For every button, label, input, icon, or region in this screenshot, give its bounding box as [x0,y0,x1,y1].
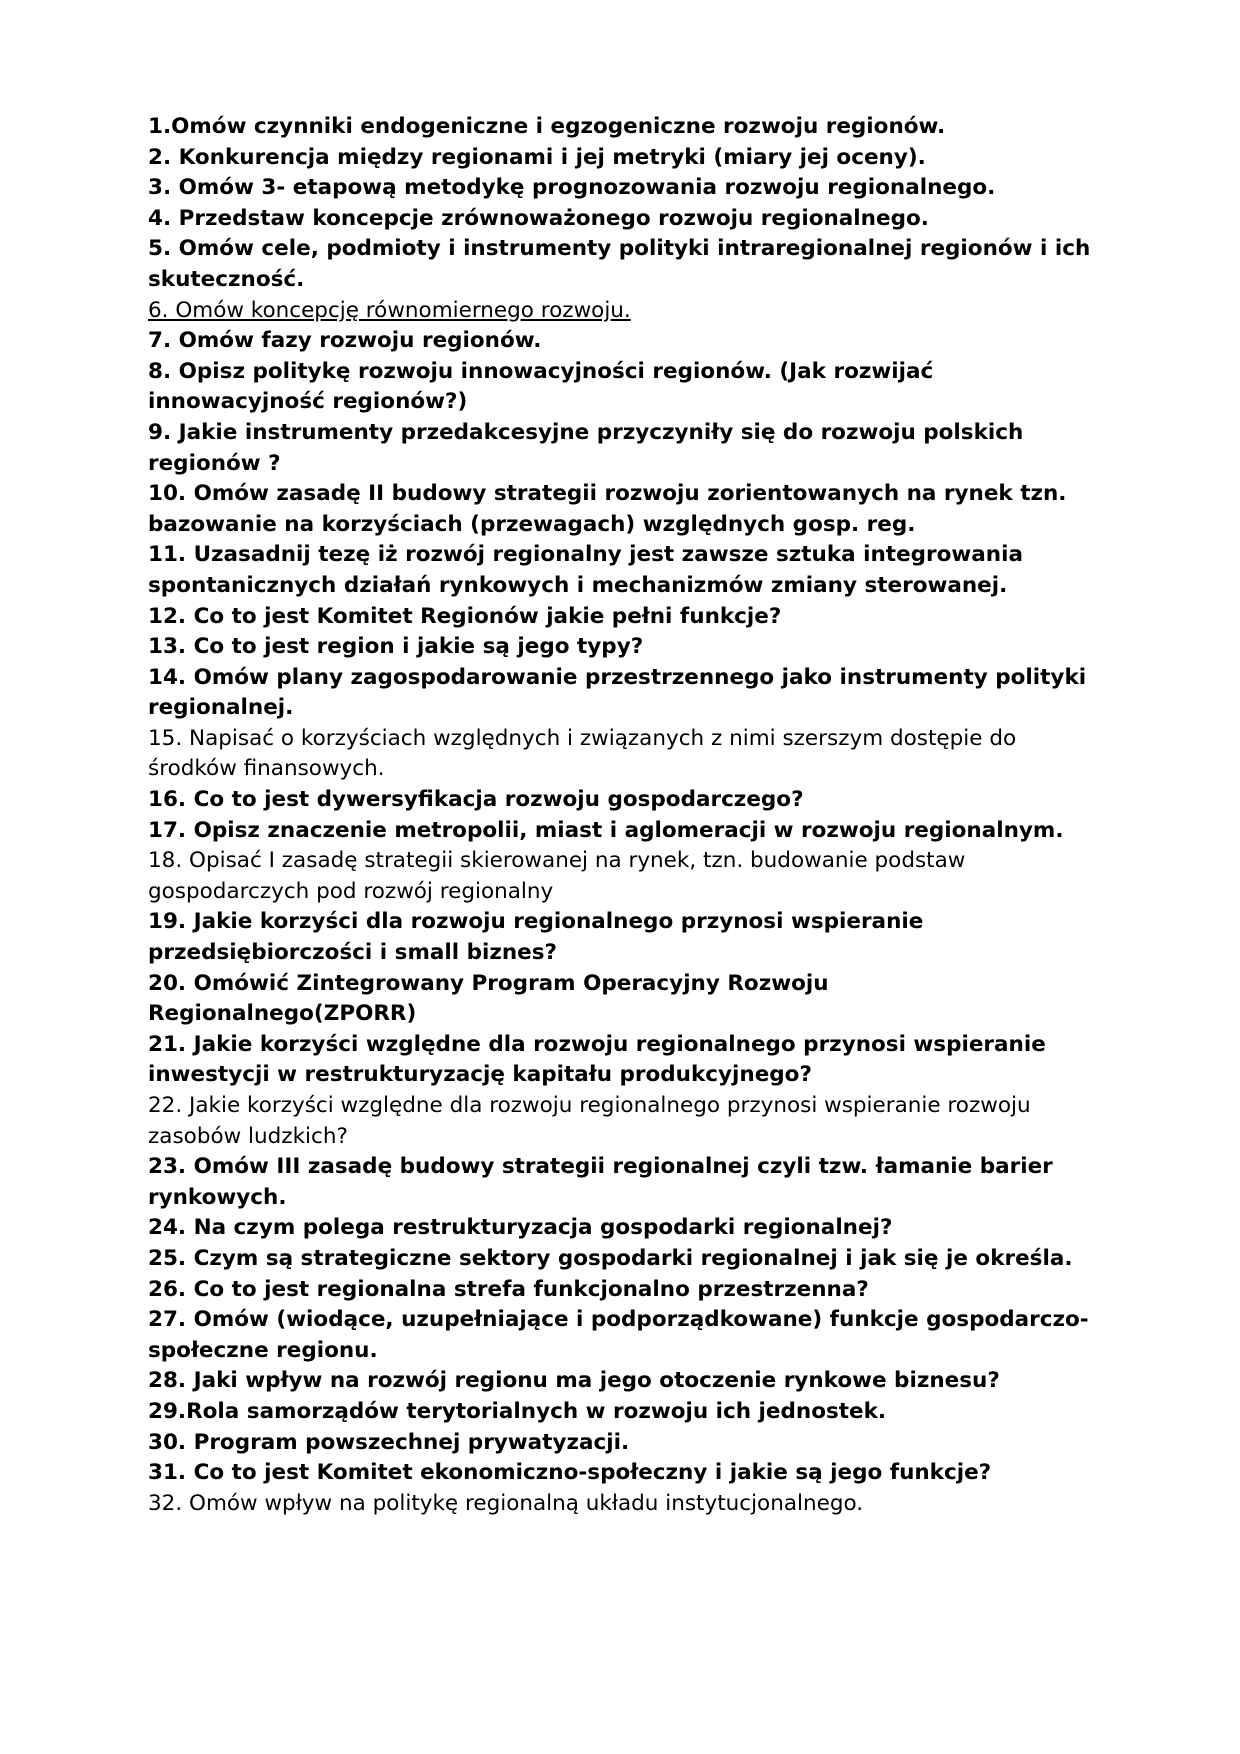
question-item: 7. Omów fazy rozwoju regionów. [148,328,542,354]
question-item: 4. Przedstaw koncepcje zrównoważonego rozwoju regionalnego. [148,205,929,231]
question-item: 14. Omów plany zagospodarowanie przestrzennego jako instrumenty polityki regionalnej. [148,664,1087,721]
question-item: 26. Co to jest regionalna strefa funkcjonalno przestrzenna? [148,1276,869,1302]
question-item: 15. Napisać o korzyściach względnych i związanych z nimi szerszym dostępie do środków finansowych. [148,725,1017,782]
question-item: 8. Opisz politykę rozwoju innowacyjności regionów. (Jak rozwijać innowacyjność regionów?) [148,358,934,415]
question-item: 32. Omów wpływ na politykę regionalną układu instytucjonalnego. [148,1490,864,1516]
question-item: 29.Rola samorządów terytorialnych w rozwoju ich jednostek. [148,1398,887,1424]
question-item: 30. Program powszechnej prywatyzacji. [148,1429,630,1455]
question-item: 18. Opisać I zasadę strategii skierowanej na rynek, tzn. budowanie podstaw gospodarczych pod rozwój regionalny [148,848,966,904]
question-item: 31. Co to jest Komitet ekonomiczno-społeczny i jakie są jego funkcje? [148,1460,992,1486]
question-item: 9. Jakie instrumenty przedakcesyjne przyczyniły się do rozwoju polskich regionów ? [148,419,1024,476]
question-item: 10. Omów zasadę II budowy strategii rozwoju zorientowanych na rynek tzn. bazowanie na korzyściach (przewagach) względnych gosp. reg. [148,481,1067,537]
question-item: 17. Opisz znaczenie metropolii, miast i aglomeracji w rozwoju regionalnym. [148,817,1064,843]
question-item: 16. Co to jest dywersyfikacja rozwoju gospodarczego? [148,787,804,813]
question-item: 11. Uzasadnij tezę iż rozwój regionalny jest zawsze sztuka integrowania spontanicznych działań rynkowych i mechanizmów zmiany sterowanej. [148,542,1023,598]
question-item: 20. Omówić Zintegrowany Program Operacyjny Rozwoju Regionalnego(ZPORR) [148,970,829,1027]
question-item: 1.Omów czynniki endogeniczne i egzogeniczne rozwoju regionów. [148,114,946,139]
question-item: 22. Jakie korzyści względne dla rozwoju regionalnego przynosi wspieranie rozwoju zasobów ludzkich? [148,1093,1031,1149]
question-item: 3. Omów 3- etapową metodykę prognozowania rozwoju regionalnego. [148,175,996,201]
question-list [148,112,1094,1519]
question-item: 24. Na czym polega restrukturyzacja gospodarki regionalnej? [148,1215,893,1241]
question-item: 12. Co to jest Komitet Regionów jakie pełni funkcje? [148,603,782,629]
question-item: 27. Omów (wiodące, uzupełniające i podporządkowane) funkcje gospodarczo-społeczne regionu. [148,1307,1089,1363]
question-item [148,296,1094,327]
question-item: 2. Konkurencja między regionami i jej metryki (miary jej oceny). [148,144,926,170]
question-item-text: 6. Omów koncepcję równomiernego rozwoju. [148,297,631,323]
question-item: 19. Jakie korzyści dla rozwoju regionalnego przynosi wspieranie przedsiębiorczości i small biznes? [148,909,924,966]
question-item: 21. Jakie korzyści względne dla rozwoju regionalnego przynosi wspieranie inwestycji w restrukturyzację kapitału produkcyjnego? [148,1031,1046,1088]
question-item: 13. Co to jest region i jakie są jego typy? [148,634,644,660]
question-item: 5. Omów cele, podmioty i instrumenty polityki intraregionalnej regionów i ich skuteczność. [148,236,1091,292]
question-item: 25. Czym są strategiczne sektory gospodarki regionalnej i jak się je określa. [148,1245,1073,1271]
question-item: 23. Omów III zasadę budowy strategii regionalnej czyli tzw. łamanie barier rynkowych. [148,1154,1053,1210]
question-item: 28. Jaki wpływ na rozwój regionu ma jego otoczenie rynkowe biznesu? [148,1368,1000,1394]
